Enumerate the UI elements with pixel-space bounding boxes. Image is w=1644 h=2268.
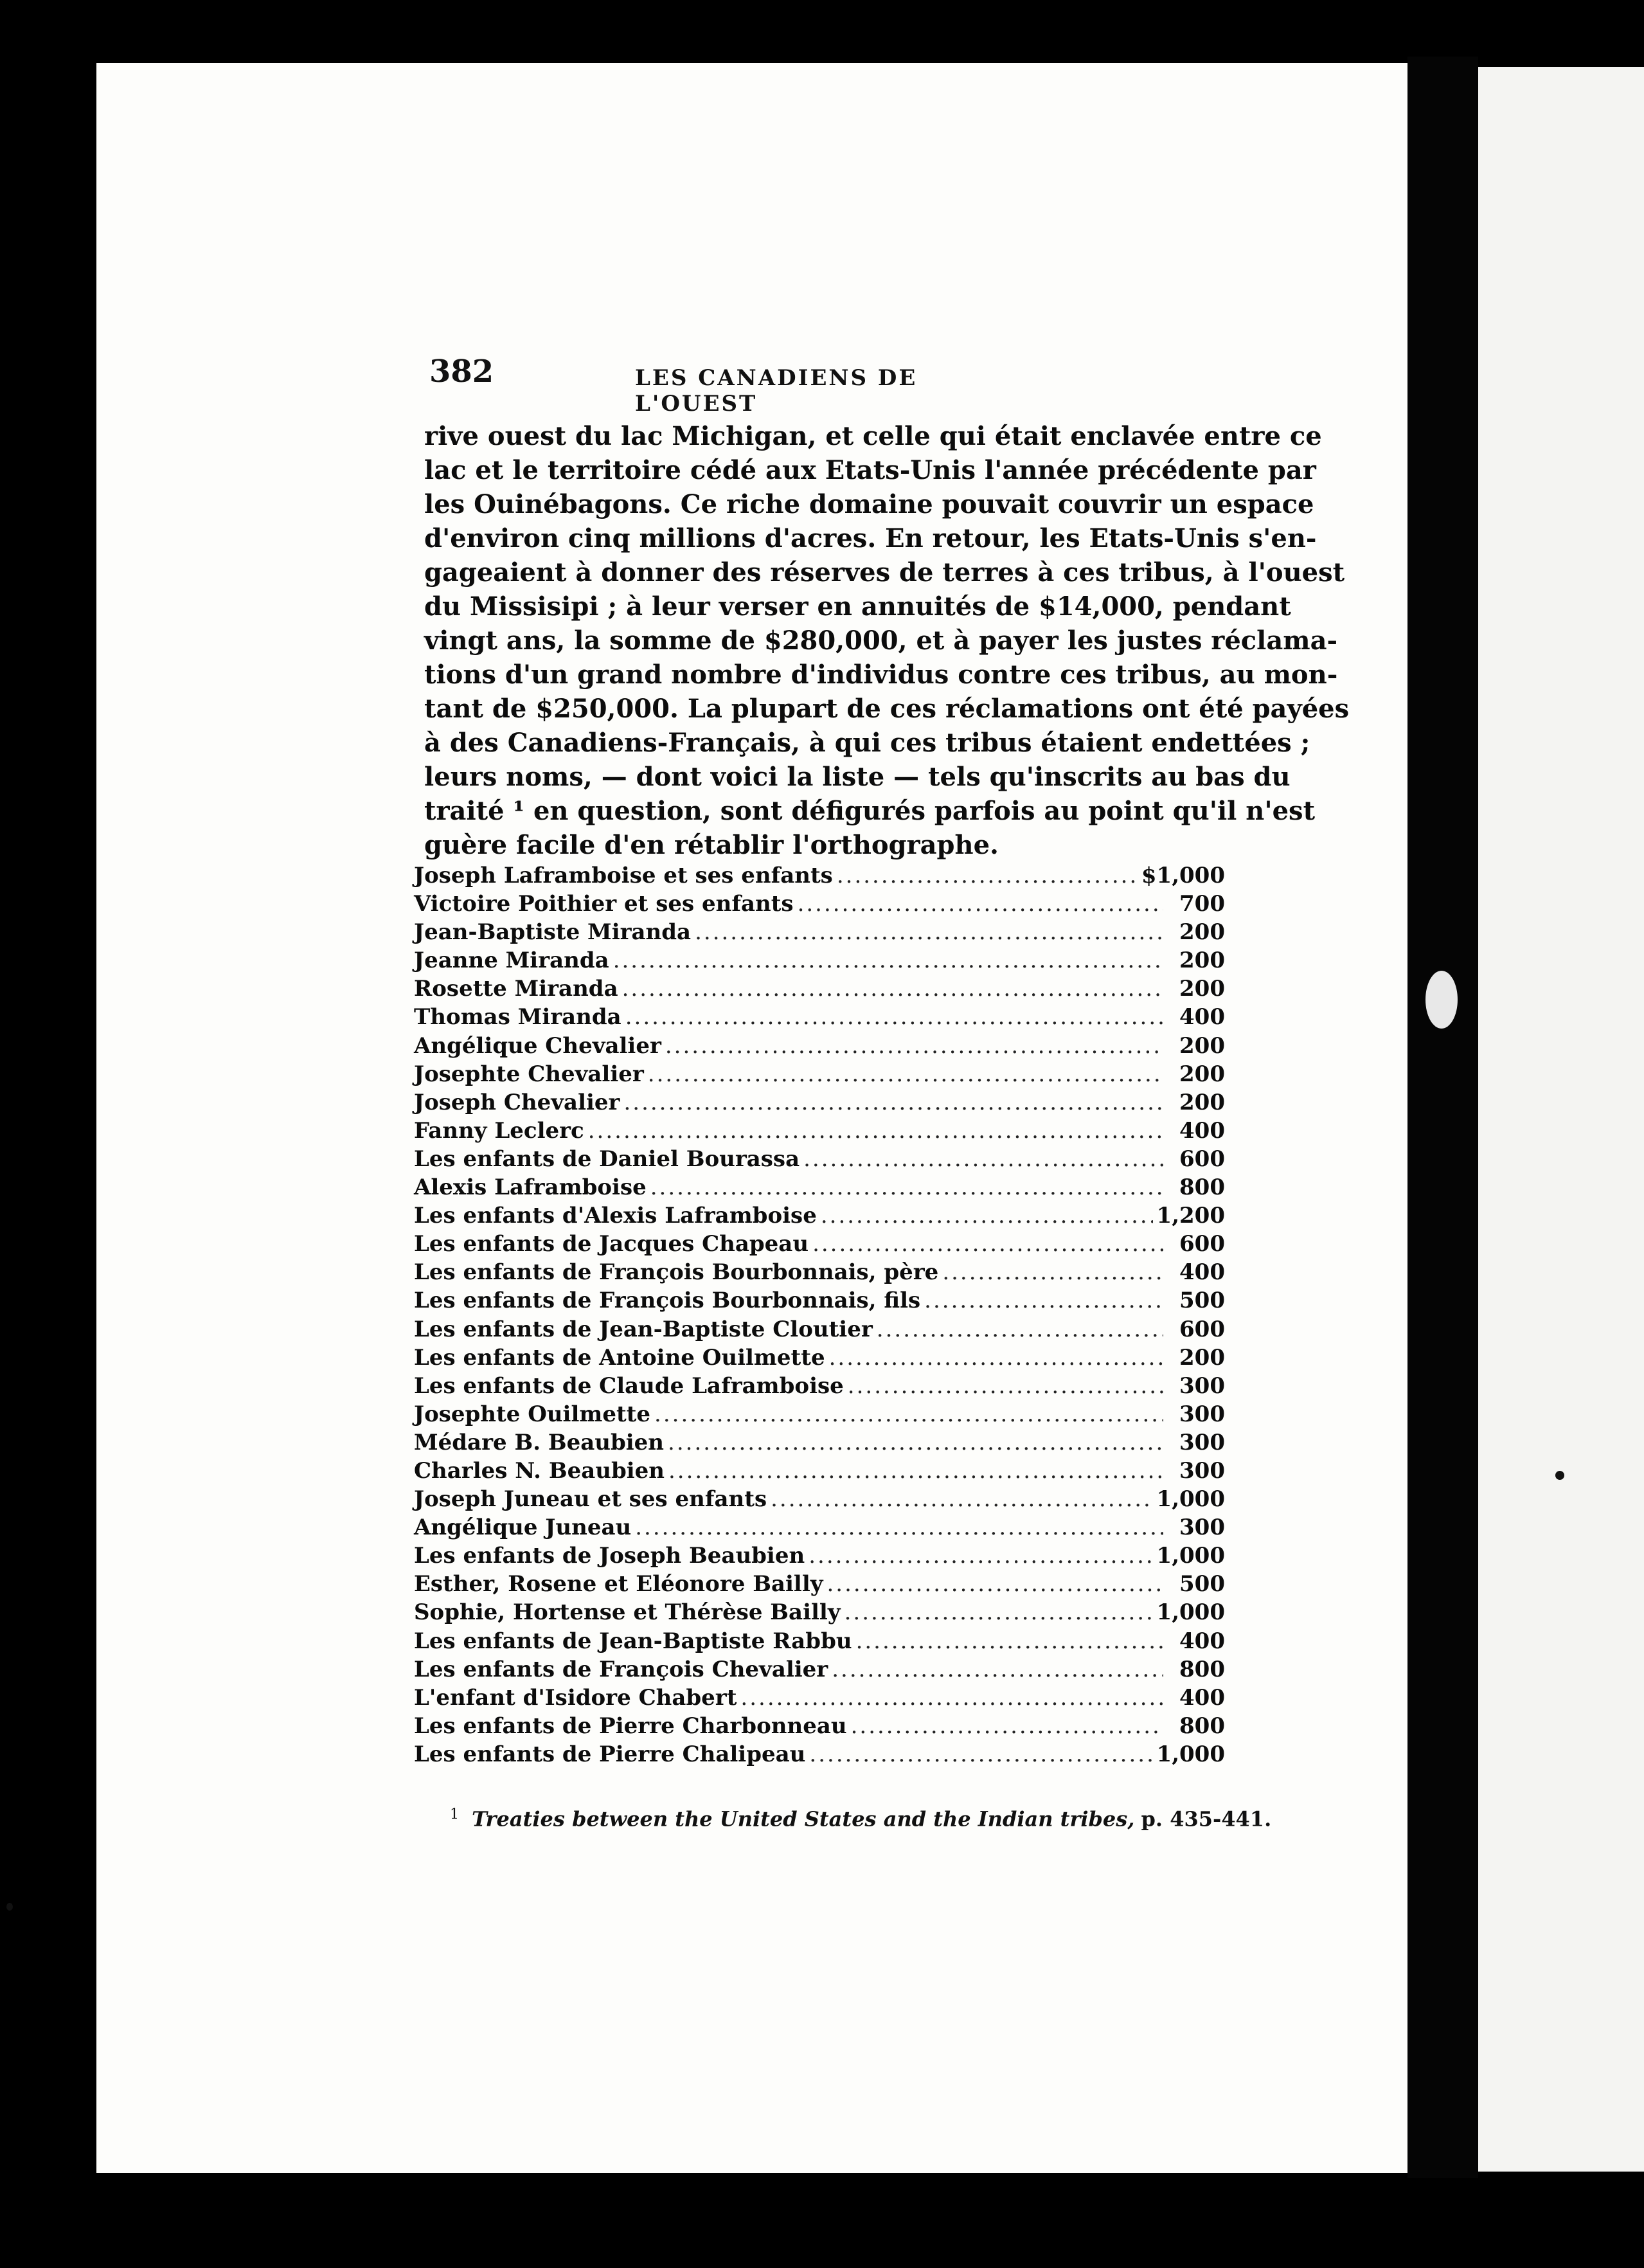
claimant-name: Les enfants de Jean-Baptiste Cloutier bbox=[414, 1316, 873, 1342]
dot-leader bbox=[695, 918, 1163, 946]
dot-leader bbox=[848, 1372, 1163, 1400]
claim-row bbox=[414, 1570, 1225, 1598]
body-line: tions d'un grand nombre d'individus contre ces tribus, au mon- bbox=[424, 660, 1338, 690]
claim-row bbox=[414, 890, 1225, 918]
claim-amount: 400 bbox=[1179, 1684, 1225, 1711]
claim-amount: 300 bbox=[1179, 1515, 1225, 1541]
claim-row bbox=[414, 975, 1225, 1003]
dot-leader bbox=[654, 1400, 1163, 1428]
claim-amount: 200 bbox=[1179, 976, 1225, 1002]
claimant-name: Joseph Juneau et ses enfants bbox=[414, 1486, 767, 1513]
claim-amount: 1,000 bbox=[1156, 1599, 1225, 1626]
claim-amount: 300 bbox=[1179, 1457, 1225, 1484]
claimant-name: Jeanne Miranda bbox=[414, 948, 609, 974]
claim-row bbox=[414, 1684, 1225, 1712]
claimant-name: Fanny Leclerc bbox=[414, 1117, 584, 1144]
claim-row bbox=[414, 1117, 1225, 1145]
body-line: d'environ cinq millions d'acres. En retour, les Etats-Unis s'en- bbox=[424, 523, 1317, 554]
claim-amount: 200 bbox=[1179, 919, 1225, 946]
claim-amount: 200 bbox=[1179, 1061, 1225, 1087]
dot-leader bbox=[844, 1598, 1153, 1626]
dot-leader bbox=[588, 1117, 1163, 1145]
body-line: traité ¹ en question, sont défigurés parfois au point qu'il n'est bbox=[424, 796, 1316, 826]
footnote-pages: p. 435-441. bbox=[1141, 1806, 1272, 1832]
claim-row bbox=[414, 1627, 1225, 1655]
page-number: 382 bbox=[429, 354, 494, 390]
claim-amount: 1,200 bbox=[1156, 1203, 1225, 1229]
claimant-name: Charles N. Beaubien bbox=[414, 1457, 665, 1484]
claim-amount: 1,000 bbox=[1156, 1543, 1225, 1569]
claim-amount: 400 bbox=[1179, 1628, 1225, 1654]
claimant-name: Les enfants de Jean-Baptiste Rabbu bbox=[414, 1628, 852, 1654]
dot-leader bbox=[877, 1315, 1163, 1344]
claim-row bbox=[414, 861, 1225, 890]
claim-row bbox=[414, 946, 1225, 975]
dot-leader bbox=[803, 1145, 1163, 1173]
ink-speck bbox=[1555, 1471, 1564, 1480]
claim-row bbox=[414, 1173, 1225, 1202]
claimant-name: Angélique Chevalier bbox=[414, 1032, 661, 1059]
dot-leader bbox=[771, 1485, 1152, 1513]
claim-amount: 200 bbox=[1179, 1344, 1225, 1371]
claimant-name: Joseph Chevalier bbox=[414, 1089, 620, 1115]
claimant-name: Thomas Miranda bbox=[414, 1004, 621, 1030]
dot-leader bbox=[613, 946, 1163, 975]
dot-leader bbox=[809, 1542, 1152, 1570]
body-line: rive ouest du lac Michigan, et celle qui était enclavée entre ce bbox=[424, 421, 1322, 451]
facing-page-edge bbox=[1478, 67, 1644, 2172]
claim-row bbox=[414, 1003, 1225, 1031]
claim-row bbox=[414, 918, 1225, 946]
claim-row bbox=[414, 1372, 1225, 1400]
dot-leader bbox=[635, 1513, 1163, 1542]
claim-row bbox=[414, 1088, 1225, 1117]
footnote bbox=[450, 1806, 1272, 1832]
claim-row bbox=[414, 1060, 1225, 1088]
body-line: vingt ans, la somme de $280,000, et à payer les justes réclama- bbox=[424, 626, 1338, 656]
body-line: tant de $250,000. La plupart de ces réclamations ont été payées bbox=[424, 694, 1350, 724]
dot-leader bbox=[740, 1684, 1163, 1712]
claimant-name: L'enfant d'Isidore Chabert bbox=[414, 1684, 737, 1711]
dot-leader bbox=[623, 1088, 1163, 1117]
claimant-name: Esther, Rosene et Eléonore Bailly bbox=[414, 1571, 823, 1598]
dot-leader bbox=[837, 861, 1138, 890]
dot-leader bbox=[856, 1627, 1163, 1655]
claim-amount: 800 bbox=[1179, 1174, 1225, 1201]
claim-row bbox=[414, 1315, 1225, 1344]
dot-leader bbox=[821, 1202, 1153, 1230]
body-line: leurs noms, — dont voici la liste — tels qu'inscrits au bas du bbox=[424, 762, 1291, 792]
dot-leader bbox=[827, 1570, 1164, 1598]
claimant-name: Les enfants de Jacques Chapeau bbox=[414, 1231, 809, 1257]
claim-amount: $1,000 bbox=[1141, 863, 1225, 888]
claim-amount: 800 bbox=[1179, 1656, 1225, 1682]
dot-leader bbox=[665, 1032, 1163, 1060]
body-paragraph bbox=[424, 419, 1350, 862]
claim-row bbox=[414, 1230, 1225, 1258]
claimant-name: Angélique Juneau bbox=[414, 1515, 632, 1541]
page-header bbox=[429, 354, 1028, 417]
claimant-name: Victoire Poithier et ses enfants bbox=[414, 891, 794, 917]
body-line: à des Canadiens-Français, à qui ces tribus étaient endettées ; bbox=[424, 728, 1310, 758]
claim-amount: 600 bbox=[1179, 1146, 1225, 1172]
claim-amount: 700 bbox=[1179, 891, 1225, 917]
claim-amount: 400 bbox=[1179, 1117, 1225, 1144]
dot-leader bbox=[668, 1457, 1163, 1485]
claim-amount: 800 bbox=[1179, 1713, 1225, 1739]
claim-amount: 200 bbox=[1179, 1089, 1225, 1115]
claimant-name: Les enfants d'Alexis Laframboise bbox=[414, 1203, 817, 1229]
dot-leader bbox=[648, 1060, 1163, 1088]
claim-row bbox=[414, 1428, 1225, 1457]
claim-amount: 400 bbox=[1179, 1004, 1225, 1030]
dot-leader bbox=[851, 1712, 1163, 1740]
dot-leader bbox=[924, 1286, 1163, 1315]
claimant-name: Les enfants de Pierre Chalipeau bbox=[414, 1741, 806, 1767]
claim-amount: 300 bbox=[1179, 1372, 1225, 1399]
claim-row bbox=[414, 1344, 1225, 1372]
claim-row bbox=[414, 1740, 1225, 1769]
dot-leader bbox=[809, 1740, 1152, 1769]
body-line: du Missisipi ; à leur verser en annuités de $14,000, pendant bbox=[424, 591, 1291, 622]
claimant-name: Les enfants de Claude Laframboise bbox=[414, 1372, 844, 1399]
book-spine bbox=[1407, 57, 1478, 2178]
claim-row bbox=[414, 1202, 1225, 1230]
claimant-name: Josephte Chevalier bbox=[414, 1061, 644, 1087]
claimant-name: Les enfants de François Bourbonnais, père bbox=[414, 1259, 939, 1286]
body-line: lac et le territoire cédé aux Etats-Unis l'année précédente par bbox=[424, 455, 1316, 485]
dot-leader bbox=[942, 1258, 1163, 1286]
footnote-title: Treaties between the United States and the Indian tribes, bbox=[472, 1806, 1135, 1832]
claims-list bbox=[414, 861, 1225, 1769]
claim-amount: 300 bbox=[1179, 1401, 1225, 1427]
claim-amount: 300 bbox=[1179, 1429, 1225, 1455]
claim-row bbox=[414, 1400, 1225, 1428]
claim-amount: 1,000 bbox=[1156, 1741, 1225, 1767]
claim-row bbox=[414, 1655, 1225, 1684]
claim-row bbox=[414, 1457, 1225, 1485]
claimant-name: Médare B. Beaubien bbox=[414, 1429, 665, 1455]
claim-row bbox=[414, 1258, 1225, 1286]
footnote-mark: 1 bbox=[450, 1806, 459, 1823]
claim-row bbox=[414, 1513, 1225, 1542]
paper-blot bbox=[1425, 971, 1458, 1029]
claimant-name: Les enfants de Antoine Ouilmette bbox=[414, 1344, 825, 1371]
body-line: guère facile d'en rétablir l'orthographe. bbox=[424, 830, 999, 860]
claim-amount: 200 bbox=[1179, 948, 1225, 974]
claim-amount: 500 bbox=[1179, 1571, 1225, 1598]
dot-leader bbox=[650, 1173, 1163, 1202]
claim-amount: 200 bbox=[1179, 1032, 1225, 1059]
claimant-name: Rosette Miranda bbox=[414, 976, 618, 1002]
claim-row bbox=[414, 1032, 1225, 1060]
claimant-name: Les enfants de Pierre Charbonneau bbox=[414, 1713, 847, 1739]
body-line: gageaient à donner des réserves de terres à ces tribus, à l'ouest bbox=[424, 557, 1345, 588]
claim-row bbox=[414, 1485, 1225, 1513]
claimant-name: Josephte Ouilmette bbox=[414, 1401, 651, 1427]
claimant-name: Alexis Laframboise bbox=[414, 1174, 647, 1201]
dot-leader bbox=[668, 1428, 1163, 1457]
claimant-name: Sophie, Hortense et Thérèse Bailly bbox=[414, 1599, 841, 1626]
claim-row bbox=[414, 1286, 1225, 1315]
claimant-name: Joseph Laframboise et ses enfants bbox=[414, 863, 833, 888]
claimant-name: Les enfants de Daniel Bourassa bbox=[414, 1146, 800, 1172]
claim-row bbox=[414, 1145, 1225, 1173]
claimant-name: Les enfants de Joseph Beaubien bbox=[414, 1543, 805, 1569]
ink-speck bbox=[6, 1903, 13, 1911]
dot-leader bbox=[832, 1655, 1163, 1684]
claimant-name: Les enfants de François Chevalier bbox=[414, 1656, 828, 1682]
claim-amount: 400 bbox=[1179, 1259, 1225, 1286]
dot-leader bbox=[812, 1230, 1163, 1258]
claim-amount: 500 bbox=[1179, 1288, 1225, 1314]
dot-leader bbox=[798, 890, 1163, 918]
dot-leader bbox=[622, 975, 1163, 1003]
body-line: les Ouinébagons. Ce riche domaine pouvait couvrir un espace bbox=[424, 489, 1314, 519]
running-title: LES CANADIENS DE L'OUEST bbox=[635, 365, 918, 417]
claimant-name: Jean-Baptiste Miranda bbox=[414, 919, 692, 946]
dot-leader bbox=[829, 1344, 1163, 1372]
claim-amount: 600 bbox=[1179, 1316, 1225, 1342]
claim-row bbox=[414, 1712, 1225, 1740]
claim-amount: 600 bbox=[1179, 1231, 1225, 1257]
claim-row bbox=[414, 1598, 1225, 1626]
dot-leader bbox=[625, 1003, 1163, 1031]
claim-row bbox=[414, 1542, 1225, 1570]
claim-amount: 1,000 bbox=[1156, 1486, 1225, 1513]
claimant-name: Les enfants de François Bourbonnais, fils bbox=[414, 1288, 921, 1314]
